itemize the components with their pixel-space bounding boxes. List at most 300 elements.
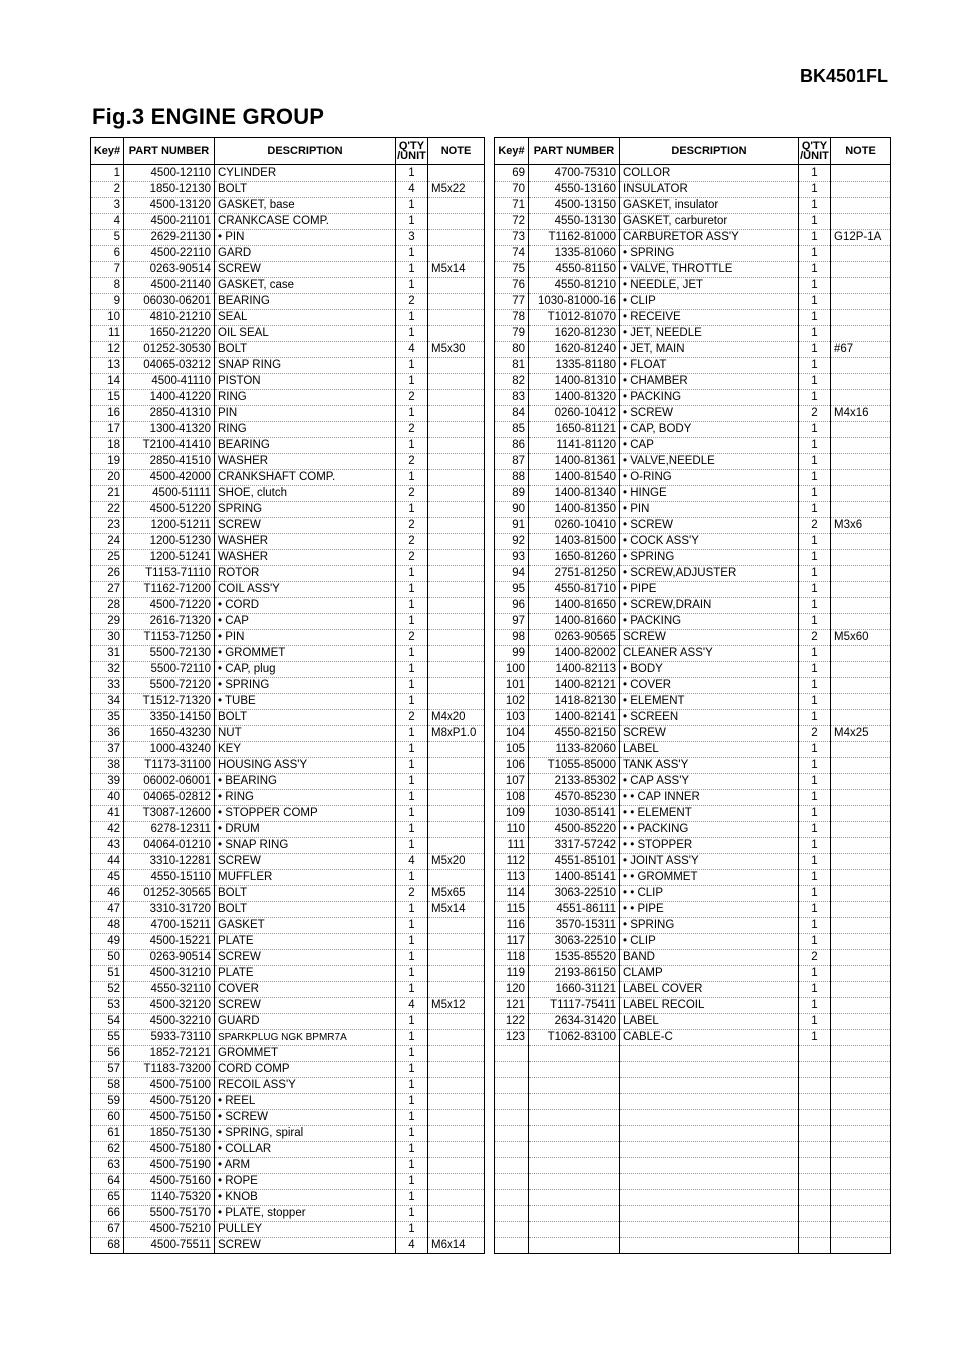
note-cell: [428, 1046, 485, 1062]
qty-cell: 4: [396, 342, 428, 358]
key-cell: 123: [495, 1030, 529, 1046]
header-description: DESCRIPTION: [620, 138, 799, 165]
key-cell: 15: [91, 390, 124, 406]
part-number-cell: 5500-72120: [124, 678, 215, 694]
description-cell: • JET, NEEDLE: [620, 326, 799, 342]
qty-cell: [799, 1046, 831, 1062]
key-cell: 38: [91, 758, 124, 774]
key-cell: 34: [91, 694, 124, 710]
table-row: [495, 198, 891, 214]
description-cell: [620, 1110, 799, 1126]
part-number-cell: 4500-75160: [124, 1174, 215, 1190]
part-number-cell: 1133-82060: [529, 742, 620, 758]
qty-cell: 1: [396, 310, 428, 326]
part-number-cell: 04064-01210: [124, 838, 215, 854]
qty-cell: 1: [396, 726, 428, 742]
description-cell: • CLIP: [620, 934, 799, 950]
key-cell: 29: [91, 614, 124, 630]
key-cell: [495, 1190, 529, 1206]
key-cell: 104: [495, 726, 529, 742]
note-cell: [831, 1126, 891, 1142]
key-cell: 55: [91, 1030, 124, 1046]
table-row: [495, 518, 891, 534]
note-cell: [831, 1222, 891, 1238]
key-cell: 30: [91, 630, 124, 646]
key-cell: 98: [495, 630, 529, 646]
description-cell: • • ELEMENT: [620, 806, 799, 822]
key-cell: 16: [91, 406, 124, 422]
qty-cell: 1: [396, 214, 428, 230]
description-cell: • TUBE: [215, 694, 396, 710]
key-cell: [495, 1078, 529, 1094]
note-cell: [428, 518, 485, 534]
table-row: [91, 726, 485, 742]
qty-cell: 1: [396, 902, 428, 918]
description-cell: KEY: [215, 742, 396, 758]
part-number-cell: 1403-81500: [529, 534, 620, 550]
part-number-cell: 4810-21210: [124, 310, 215, 326]
description-cell: SCREW: [215, 262, 396, 278]
qty-cell: 1: [799, 374, 831, 390]
qty-cell: 1: [396, 1174, 428, 1190]
qty-cell: 1: [396, 438, 428, 454]
part-number-cell: T1012-81070: [529, 310, 620, 326]
key-cell: 17: [91, 422, 124, 438]
table-row: [91, 822, 485, 838]
note-cell: M4x20: [428, 710, 485, 726]
part-number-cell: 0263-90514: [124, 262, 215, 278]
header-description: DESCRIPTION: [215, 138, 396, 165]
qty-cell: 2: [396, 518, 428, 534]
qty-cell: 1: [396, 1222, 428, 1238]
qty-cell: 1: [799, 582, 831, 598]
description-cell: • SPRING, spiral: [215, 1126, 396, 1142]
qty-cell: 1: [396, 918, 428, 934]
part-number-cell: 1400-82141: [529, 710, 620, 726]
note-cell: [831, 854, 891, 870]
note-cell: [831, 870, 891, 886]
table-row: [495, 902, 891, 918]
part-number-cell: 1335-81180: [529, 358, 620, 374]
qty-cell: 1: [799, 822, 831, 838]
note-cell: [831, 374, 891, 390]
key-cell: 10: [91, 310, 124, 326]
note-cell: [831, 294, 891, 310]
description-cell: • CAP: [215, 614, 396, 630]
table-row: [495, 214, 891, 230]
table-row: [91, 950, 485, 966]
qty-cell: 1: [799, 694, 831, 710]
header-qty: Q'TY /UNIT: [396, 138, 428, 165]
table-row: [91, 998, 485, 1014]
note-cell: [428, 630, 485, 646]
description-cell: SNAP RING: [215, 358, 396, 374]
table-row: [91, 758, 485, 774]
qty-cell: 3: [396, 230, 428, 246]
part-number-cell: 4500-51111: [124, 486, 215, 502]
part-number-cell: 1200-51211: [124, 518, 215, 534]
key-cell: 4: [91, 214, 124, 230]
description-cell: • SNAP RING: [215, 838, 396, 854]
qty-cell: 1: [799, 646, 831, 662]
part-number-cell: 1850-75130: [124, 1126, 215, 1142]
part-number-cell: 01252-30530: [124, 342, 215, 358]
key-cell: 94: [495, 566, 529, 582]
key-cell: [495, 1142, 529, 1158]
qty-cell: [799, 1222, 831, 1238]
qty-cell: 1: [396, 358, 428, 374]
note-cell: [428, 1174, 485, 1190]
note-cell: G12P-1A: [831, 230, 891, 246]
qty-cell: 2: [799, 726, 831, 742]
description-cell: SCREW: [215, 1238, 396, 1254]
qty-cell: 1: [799, 230, 831, 246]
note-cell: [428, 774, 485, 790]
qty-cell: [799, 1158, 831, 1174]
note-cell: [428, 326, 485, 342]
table-row: [91, 918, 485, 934]
note-cell: [831, 694, 891, 710]
description-cell: • • PACKING: [620, 822, 799, 838]
table-row: [495, 678, 891, 694]
key-cell: [495, 1206, 529, 1222]
note-cell: [831, 502, 891, 518]
qty-cell: 4: [396, 854, 428, 870]
qty-cell: 1: [396, 806, 428, 822]
table-row: [495, 550, 891, 566]
note-cell: M5x65: [428, 886, 485, 902]
part-number-cell: 1400-81650: [529, 598, 620, 614]
note-cell: M4x25: [831, 726, 891, 742]
note-cell: [831, 742, 891, 758]
table-row: [495, 422, 891, 438]
part-number-cell: T1153-71250: [124, 630, 215, 646]
note-cell: [428, 918, 485, 934]
qty-cell: 2: [396, 710, 428, 726]
table-row: [495, 502, 891, 518]
qty-cell: 1: [799, 806, 831, 822]
note-cell: [831, 614, 891, 630]
table-row: [91, 1094, 485, 1110]
note-cell: [831, 1238, 891, 1254]
key-cell: 107: [495, 774, 529, 790]
qty-cell: 2: [396, 550, 428, 566]
note-cell: [428, 614, 485, 630]
key-cell: 81: [495, 358, 529, 374]
qty-cell: 1: [799, 198, 831, 214]
key-cell: 118: [495, 950, 529, 966]
note-cell: [428, 230, 485, 246]
table-row: [91, 1062, 485, 1078]
description-cell: PULLEY: [215, 1222, 396, 1238]
key-cell: 76: [495, 278, 529, 294]
description-cell: [620, 1126, 799, 1142]
description-cell: RING: [215, 390, 396, 406]
part-number-cell: 5500-72110: [124, 662, 215, 678]
description-cell: BEARING: [215, 438, 396, 454]
table-row: [91, 470, 485, 486]
qty-cell: 1: [799, 454, 831, 470]
qty-cell: 1: [396, 982, 428, 998]
note-cell: [428, 198, 485, 214]
qty-cell: 1: [396, 326, 428, 342]
qty-cell: 1: [396, 1206, 428, 1222]
note-cell: [428, 470, 485, 486]
note-cell: [428, 1206, 485, 1222]
table-row: [495, 165, 891, 182]
key-cell: [495, 1110, 529, 1126]
table-row: [91, 1142, 485, 1158]
table-row: [495, 1014, 891, 1030]
description-cell: • BODY: [620, 662, 799, 678]
part-number-cell: 3063-22510: [529, 934, 620, 950]
key-cell: 88: [495, 470, 529, 486]
table-row: [91, 598, 485, 614]
table-row: [495, 726, 891, 742]
key-cell: 26: [91, 566, 124, 582]
table-row: [91, 230, 485, 246]
description-cell: CARBURETOR ASS'Y: [620, 230, 799, 246]
part-number-cell: 4500-32120: [124, 998, 215, 1014]
note-cell: [831, 1206, 891, 1222]
key-cell: 1: [91, 165, 124, 182]
description-cell: COIL ASS'Y: [215, 582, 396, 598]
description-cell: • VALVE,NEEDLE: [620, 454, 799, 470]
note-cell: [831, 165, 891, 182]
qty-cell: 1: [396, 1062, 428, 1078]
key-cell: 2: [91, 182, 124, 198]
empty-row: [495, 1190, 891, 1206]
description-cell: MUFFLER: [215, 870, 396, 886]
description-cell: BOLT: [215, 182, 396, 198]
qty-cell: 1: [799, 294, 831, 310]
part-number-cell: 1140-75320: [124, 1190, 215, 1206]
part-number-cell: 06030-06201: [124, 294, 215, 310]
empty-row: [495, 1110, 891, 1126]
note-cell: [831, 1158, 891, 1174]
key-cell: 31: [91, 646, 124, 662]
description-cell: SCREW: [215, 950, 396, 966]
key-cell: [495, 1174, 529, 1190]
note-cell: [428, 214, 485, 230]
part-number-cell: 2850-41310: [124, 406, 215, 422]
table-row: [91, 614, 485, 630]
table-row: [495, 934, 891, 950]
key-cell: 93: [495, 550, 529, 566]
qty-cell: 1: [396, 678, 428, 694]
table-row: [495, 630, 891, 646]
part-number-cell: T1062-83100: [529, 1030, 620, 1046]
note-cell: [831, 950, 891, 966]
table-row: [495, 454, 891, 470]
key-cell: 95: [495, 582, 529, 598]
qty-cell: 1: [396, 1030, 428, 1046]
part-number-cell: 1418-82130: [529, 694, 620, 710]
table-row: [91, 214, 485, 230]
key-cell: [495, 1238, 529, 1254]
part-number-cell: 0260-10410: [529, 518, 620, 534]
key-cell: [495, 1046, 529, 1062]
table-row: [495, 342, 891, 358]
note-cell: [831, 1110, 891, 1126]
table-row: [91, 694, 485, 710]
table-row: [91, 374, 485, 390]
qty-cell: 1: [396, 598, 428, 614]
note-cell: [428, 838, 485, 854]
qty-cell: 2: [396, 886, 428, 902]
description-cell: LABEL RECOIL: [620, 998, 799, 1014]
empty-row: [495, 1062, 891, 1078]
description-cell: GASKET, insulator: [620, 198, 799, 214]
table-row: [91, 422, 485, 438]
qty-cell: 1: [799, 326, 831, 342]
qty-cell: 1: [396, 566, 428, 582]
key-cell: 9: [91, 294, 124, 310]
key-cell: 57: [91, 1062, 124, 1078]
table-row: [495, 582, 891, 598]
part-number-cell: 0263-90565: [529, 630, 620, 646]
part-number-cell: 1400-85141: [529, 870, 620, 886]
part-number-cell: 2629-21130: [124, 230, 215, 246]
note-cell: [831, 198, 891, 214]
qty-cell: 1: [396, 278, 428, 294]
note-cell: [428, 646, 485, 662]
key-cell: 20: [91, 470, 124, 486]
part-number-cell: 3317-57242: [529, 838, 620, 854]
figure-title: Fig.3 ENGINE GROUP: [92, 104, 325, 129]
note-cell: [831, 1174, 891, 1190]
table-row: [495, 486, 891, 502]
part-number-cell: 01252-30565: [124, 886, 215, 902]
description-cell: PISTON: [215, 374, 396, 390]
table-row: [495, 262, 891, 278]
table-row: [91, 262, 485, 278]
table-row: [91, 1046, 485, 1062]
description-cell: • STOPPER COMP: [215, 806, 396, 822]
note-cell: [428, 982, 485, 998]
description-cell: • REEL: [215, 1094, 396, 1110]
note-cell: [428, 246, 485, 262]
qty-cell: [799, 1062, 831, 1078]
description-cell: • RECEIVE: [620, 310, 799, 326]
description-cell: LABEL: [620, 742, 799, 758]
key-cell: 113: [495, 870, 529, 886]
qty-cell: 1: [799, 678, 831, 694]
qty-cell: 1: [799, 982, 831, 998]
qty-cell: 2: [799, 950, 831, 966]
description-cell: • FLOAT: [620, 358, 799, 374]
table-row: [91, 1190, 485, 1206]
part-number-cell: 1650-21220: [124, 326, 215, 342]
description-cell: GROMMET: [215, 1046, 396, 1062]
key-cell: 102: [495, 694, 529, 710]
qty-cell: 1: [799, 662, 831, 678]
note-cell: [428, 678, 485, 694]
part-number-cell: 4500-21101: [124, 214, 215, 230]
table-row: [91, 1174, 485, 1190]
note-cell: [831, 918, 891, 934]
qty-cell: 1: [799, 758, 831, 774]
qty-cell: 1: [396, 694, 428, 710]
table-row: [495, 982, 891, 998]
key-cell: 83: [495, 390, 529, 406]
table-row: [495, 918, 891, 934]
table-row: [495, 294, 891, 310]
note-cell: [428, 1110, 485, 1126]
qty-cell: 2: [396, 294, 428, 310]
table-row: [495, 438, 891, 454]
key-cell: 106: [495, 758, 529, 774]
part-number-cell: 1400-81350: [529, 502, 620, 518]
description-cell: WASHER: [215, 550, 396, 566]
empty-row: [495, 1126, 891, 1142]
note-cell: [428, 1142, 485, 1158]
table-row: [495, 790, 891, 806]
note-cell: M6x14: [428, 1238, 485, 1254]
note-cell: [831, 934, 891, 950]
description-cell: BOLT: [215, 342, 396, 358]
key-cell: 8: [91, 278, 124, 294]
key-cell: 7: [91, 262, 124, 278]
note-cell: [428, 550, 485, 566]
part-number-cell: 1030-85141: [529, 806, 620, 822]
description-cell: • PIN: [620, 502, 799, 518]
table-row: [495, 838, 891, 854]
key-cell: 24: [91, 534, 124, 550]
key-cell: 36: [91, 726, 124, 742]
qty-cell: 1: [799, 886, 831, 902]
qty-cell: 1: [799, 918, 831, 934]
key-cell: 110: [495, 822, 529, 838]
key-cell: 92: [495, 534, 529, 550]
table-row: [91, 326, 485, 342]
description-cell: BEARING: [215, 294, 396, 310]
table-row: [91, 1158, 485, 1174]
part-number-cell: 4500-22110: [124, 246, 215, 262]
description-cell: SCREW: [620, 726, 799, 742]
part-number-cell: T1183-73200: [124, 1062, 215, 1078]
table-row: [495, 758, 891, 774]
part-number-cell: [529, 1094, 620, 1110]
model-number: BK4501FL: [799, 66, 888, 86]
description-cell: BOLT: [215, 886, 396, 902]
key-cell: [495, 1126, 529, 1142]
description-cell: • SCREW: [215, 1110, 396, 1126]
qty-cell: 1: [799, 1030, 831, 1046]
part-number-cell: 4570-85230: [529, 790, 620, 806]
key-cell: 91: [495, 518, 529, 534]
description-cell: GASKET, base: [215, 198, 396, 214]
empty-row: [495, 1046, 891, 1062]
note-cell: [831, 790, 891, 806]
table-row: [495, 470, 891, 486]
part-number-cell: 4500-75100: [124, 1078, 215, 1094]
table-row: [91, 1030, 485, 1046]
description-cell: [620, 1206, 799, 1222]
table-row: [91, 342, 485, 358]
key-cell: 35: [91, 710, 124, 726]
part-number-cell: 06002-06001: [124, 774, 215, 790]
key-cell: 12: [91, 342, 124, 358]
part-number-cell: 2751-81250: [529, 566, 620, 582]
qty-cell: 1: [799, 870, 831, 886]
part-number-cell: 1660-31121: [529, 982, 620, 998]
qty-cell: 1: [799, 165, 831, 182]
note-cell: [831, 1014, 891, 1030]
note-cell: [428, 742, 485, 758]
key-cell: 47: [91, 902, 124, 918]
key-cell: 119: [495, 966, 529, 982]
